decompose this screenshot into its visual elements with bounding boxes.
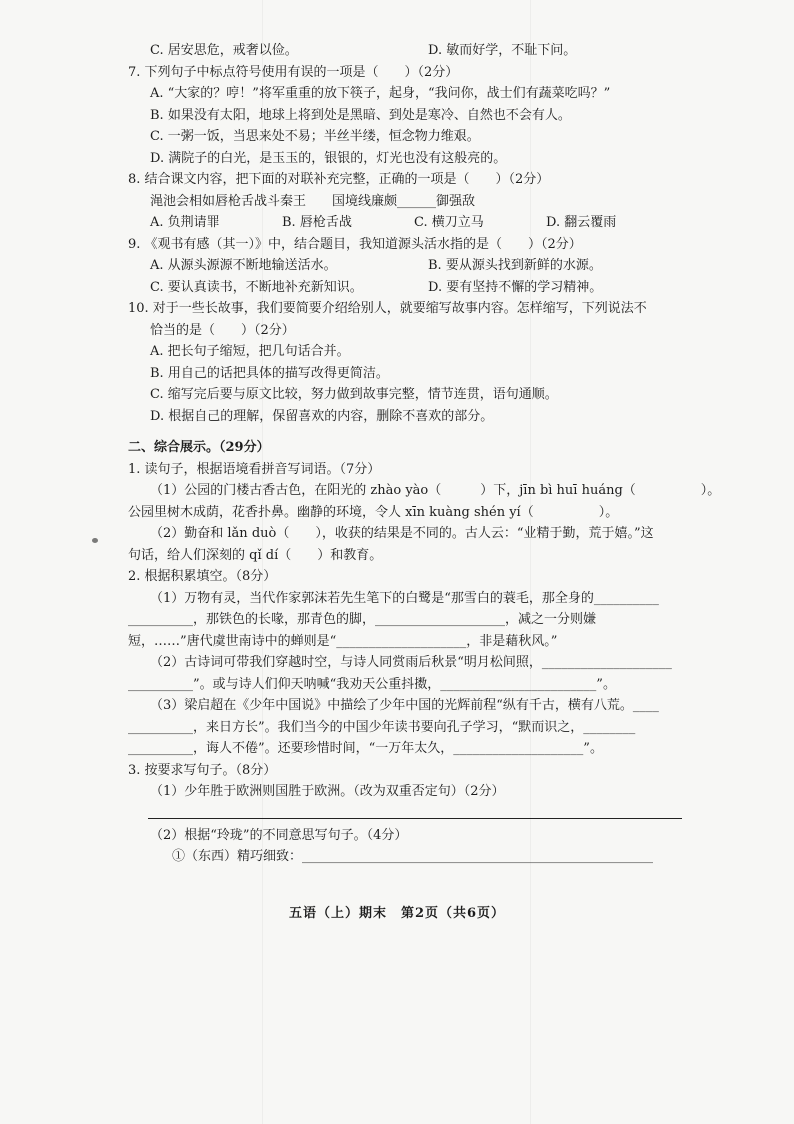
s2-q1-line-1: （1）公园的门楼古香古色，在阳光的 zhào yào（ ）下，jīn bì huī huáng（ ）。	[150, 483, 721, 498]
s2-q2-line-7: __________，来日方长”。我们当今的中国少年读书要向孔子学习，“默而识之，________	[128, 719, 636, 735]
s2-q2-line-6: （3）梁启超在《少年中国说》中描绘了少年中国的光辉前程“纵有千古，横有八荒。____	[150, 698, 659, 713]
q7-option-b: B. 如果没有太阳，地球上将到处是黑暗、到处是寒冷、自然也不会有人。	[150, 107, 571, 123]
s2-q1-line-4: 句话，给人们深刻的 qǐ dí（ ）和教育。	[128, 547, 383, 563]
s2-q2-stem: 2. 根据积累填空。（8分）	[128, 569, 277, 584]
q6-option-d: D. 敏而好学，不耻下问。	[428, 43, 577, 58]
s2-q3-line-2: （2）根据“玲珑”的不同意思写句子。（4分）	[150, 827, 408, 843]
q7-option-d: D. 满院子的白光，是玉玉的，银银的，灯光也没有这般亮的。	[150, 150, 507, 166]
s2-q3-line-1: （1）少年胜于欧洲则国胜于欧洲。（改为双重否定句）（2分）	[150, 784, 505, 799]
q9-options-row-2	[128, 277, 684, 299]
q6-options-row	[128, 40, 684, 62]
section-2-title: 二、综合展示。（29分）	[128, 440, 270, 455]
q10-stem-line-1: 10. 对于一些长故事，我们要简要介绍给别人，就要缩写故事内容。怎样缩写，下列说法不	[128, 301, 647, 316]
q9-option-b: B. 要从源头找到新鲜的水源。	[428, 258, 602, 273]
s2-q2-line-8: __________，诲人不倦”。还要珍惜时间，“一万年太久，____________________”。	[128, 741, 603, 756]
q10-option-a: A. 把长句子缩短，把几句话合并。	[150, 344, 350, 359]
q7-option-c: C. 一粥一饭，当思来处不易；半丝半缕，恒念物力维艰。	[150, 129, 480, 144]
scan-speck	[92, 538, 98, 543]
q9-stem: 9. 《观书有感（其一）》中，结合题目，我知道源头活水指的是（ ）（2分）	[128, 236, 582, 252]
s2-q3-line-3: ①（东西）精巧细致：______________________________________________________	[172, 849, 654, 864]
page-footer: 五语（上）期末 第2页（共6页）	[288, 906, 506, 921]
s2-q2-line-5: __________”。或与诗人们仰天呐喊“我劝天公重抖擞，________________________”。	[128, 676, 616, 692]
q8-options-row	[128, 212, 684, 234]
q8-option-d: D. 翻云覆雨	[546, 215, 617, 230]
q7-option-a: A. “大家的？哼！”将军重重的放下筷子，起身，“我问你，战士们有蔬菜吃吗？”	[150, 86, 611, 101]
q10-option-b: B. 用自己的话把具体的描写改得更简洁。	[150, 365, 389, 381]
q8-couplet: 渑池会相如唇枪舌战斗秦王 国境线廉颇______御强敌	[150, 193, 476, 209]
s2-q1-stem: 1. 读句子，根据语境看拼音写词语。（7分）	[128, 461, 381, 477]
q8-stem: 8. 结合课文内容，把下面的对联补充完整，正确的一项是（ ）（2分）	[128, 172, 550, 187]
s2-q1-line-2: 公园里树木成荫，花香扑鼻。幽静的环境，令人 xīn kuàng shén yí（ ）。	[128, 504, 619, 520]
s2-q3-stem: 3. 按要求写句子。（8分）	[128, 762, 277, 778]
q8-option-b: B. 唇枪舌战	[282, 215, 352, 230]
q9-option-c: C. 要认真读书，不断地补充新知识。	[150, 279, 363, 295]
q7-stem: 7. 下列句子中标点符号使用有误的一项是（ ）（2分）	[128, 64, 459, 80]
s2-q2-line-1: （1）万物有灵，当代作家郭沫若先生笔下的白鹭是“那雪白的蓑毛，那全身的__________	[150, 590, 659, 606]
q9-option-d: D. 要有坚持不懈的学习精神。	[428, 279, 603, 295]
q10-option-c: C. 缩写完后要与原文比较，努力做到故事完整，情节连贯，语句通顺。	[150, 387, 558, 402]
exam-content	[128, 40, 721, 868]
s2-q1-line-3: （2）勤奋和 lǎn duò（ ），收获的结果是不同的。古人云：“业精于勤，荒于嬉。”这	[150, 526, 654, 541]
q10-option-d: D. 根据自己的理解，保留喜欢的内容，删除不喜欢的部分。	[150, 408, 494, 424]
q10-stem-line-2: 恰当的是（ ）（2分）	[150, 322, 295, 338]
q9-options-row-1	[128, 255, 684, 277]
q8-option-a: A. 负荆请罪	[150, 215, 220, 230]
q9-option-a: A. 从源头源源不断地输送活水。	[150, 258, 337, 273]
s2-q2-line-2: __________，那铁色的长喙，那青色的脚，____________________，减之一分则嫌	[128, 612, 597, 627]
q6-option-c: C. 居安思危，戒奢以俭。	[150, 43, 298, 58]
q8-option-c: C. 横刀立马	[414, 215, 484, 230]
s2-q2-line-3: 短，……”唐代虞世南诗中的蝉则是“____________________，非是藉秋风。”	[128, 633, 558, 649]
answer-underline	[148, 817, 682, 819]
s2-q2-line-4: （2）古诗词可带我们穿越时空，与诗人同赏雨后秋景“明月松间照，____________________	[150, 655, 672, 670]
